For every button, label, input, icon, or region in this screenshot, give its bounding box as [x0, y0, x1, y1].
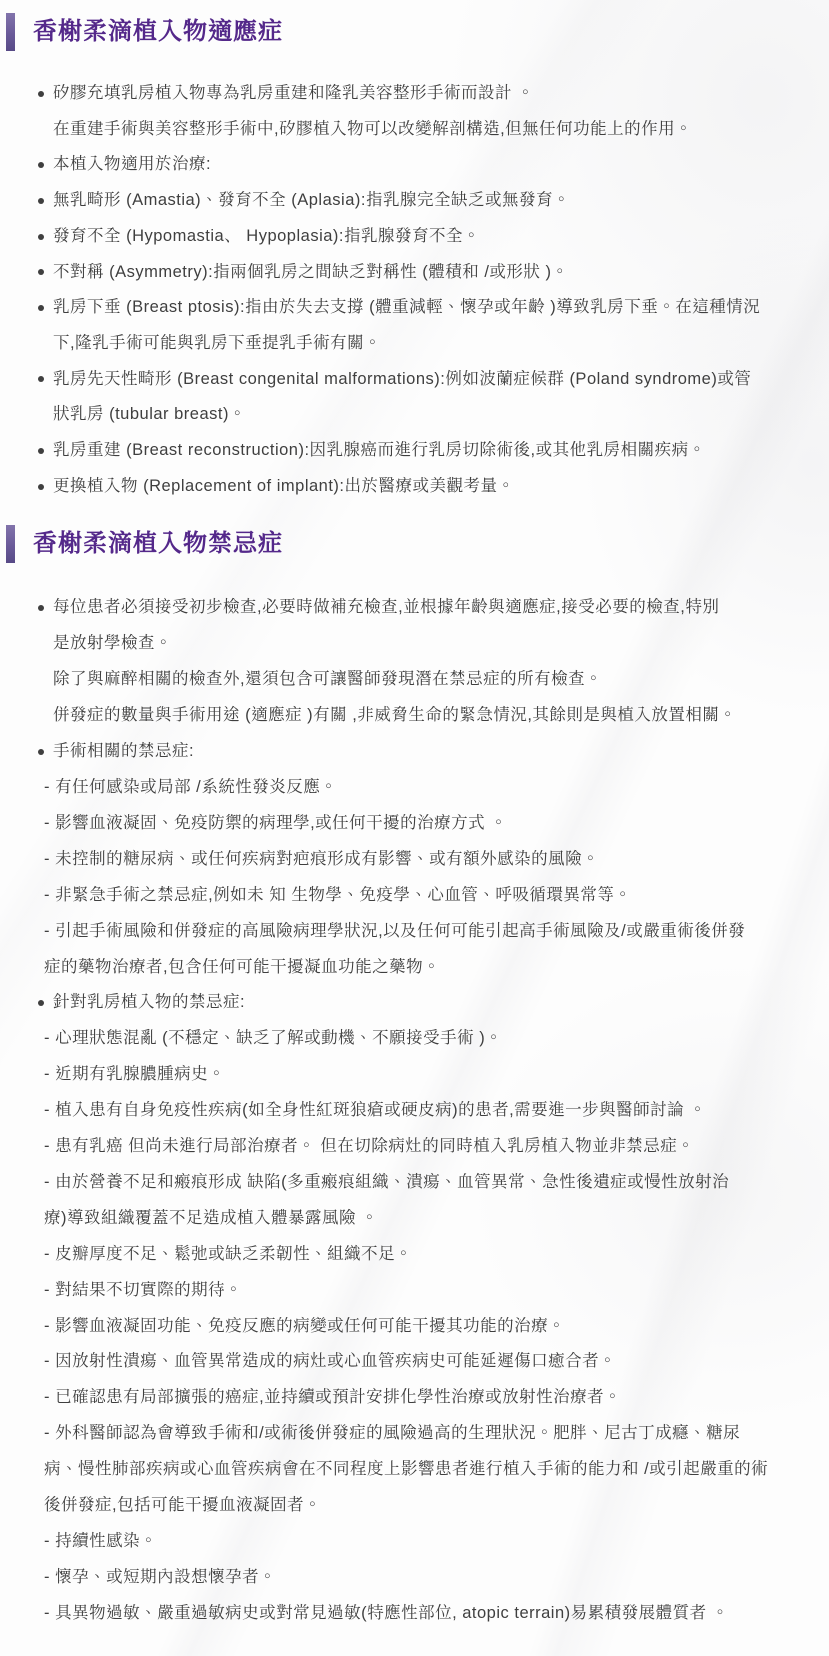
item-text: - 非緊急手術之禁忌症,例如未 知 生物學、免疫學、心血管、呼吸循環異常等。 — [44, 885, 632, 904]
item-list — [0, 590, 829, 1631]
item-line — [0, 806, 829, 842]
item-text: - 近期有乳腺膿腫病史。 — [44, 1065, 226, 1084]
bullet-dot-icon — [38, 376, 44, 382]
item-line — [0, 842, 829, 878]
item-line — [0, 290, 829, 326]
dash-item — [0, 1129, 829, 1165]
item-line — [0, 878, 829, 914]
dash-item — [0, 1057, 829, 1093]
item-line — [0, 1452, 829, 1488]
item-text: 狀乳房 (tubular breast)。 — [53, 405, 246, 424]
item-list — [0, 76, 829, 504]
item-text: - 未控制的糖尿病、或任何疾病對疤痕形成有影響、或有額外感染的風險。 — [44, 849, 600, 868]
item-line — [0, 985, 829, 1021]
item-text: 下,隆乳手術可能與乳房下垂提乳手術有關。 — [53, 333, 382, 352]
item-text: - 持續性感染。 — [44, 1532, 158, 1550]
bullet-item — [0, 147, 829, 183]
bullet-dot-icon — [38, 91, 44, 97]
item-text: - 因放射性潰瘍、血管異常造成的病灶或心血管疾病史可能延遲傷口癒合者。 — [44, 1352, 617, 1371]
item-text: 症的藥物治療者,包含任何可能干擾凝血功能之藥物。 — [44, 957, 441, 976]
bullet-item — [0, 255, 829, 291]
sections — [0, 12, 829, 1632]
section-heading: 香榭柔滴植入物適應症 — [33, 18, 283, 45]
item-line — [0, 362, 829, 398]
bullet-item — [0, 183, 829, 219]
bullet-item — [0, 734, 829, 770]
dash-item — [0, 1021, 829, 1057]
dash-item — [0, 1165, 829, 1237]
item-line — [0, 1021, 829, 1057]
item-line — [0, 1309, 829, 1345]
item-text: 手術相關的禁忌症: — [53, 742, 195, 761]
item-line — [0, 112, 829, 148]
item-line — [0, 1380, 829, 1416]
item-line — [0, 183, 829, 219]
item-line — [0, 626, 829, 662]
item-line — [0, 147, 829, 183]
item-text: 病、慢性肺部疾病或心血管疾病會在不同程度上影響患者進行植入手術的能力和 /或引起嚴重的術 — [44, 1460, 769, 1479]
item-line — [0, 770, 829, 806]
item-line — [0, 1237, 829, 1273]
item-line — [0, 1488, 829, 1524]
dash-item — [0, 914, 829, 986]
bullet-dot-icon — [38, 484, 44, 490]
dash-item — [0, 1344, 829, 1380]
dash-item — [0, 1560, 829, 1596]
bullet-dot-icon — [38, 1000, 44, 1006]
item-line — [0, 1093, 829, 1129]
item-text: - 外科醫師認為會導致手術和/或術後併發症的風險過高的生理狀況。肥胖、尼古丁成癮、糖尿 — [44, 1424, 741, 1443]
bullet-item — [0, 76, 829, 147]
item-line — [0, 914, 829, 950]
item-line — [0, 662, 829, 698]
item-text: - 有任何感染或局部 /系統性發炎反應。 — [44, 777, 338, 796]
bullet-item — [0, 590, 829, 734]
item-text: 是放射學檢查。 — [53, 634, 172, 653]
section-heading-row — [6, 12, 829, 52]
item-text: - 對結果不切實際的期待。 — [44, 1280, 243, 1299]
item-text: 矽膠充填乳房植入物專為乳房重建和隆乳美容整形手術而設計 。 — [53, 84, 535, 102]
section — [0, 524, 829, 1631]
dash-item — [0, 842, 829, 878]
item-text: - 患有乳癌 但尚未進行局部治療者。 但在切除病灶的同時植入乳房植入物並非禁忌症。 — [44, 1137, 695, 1156]
item-text: 乳房重建 (Breast reconstruction):因乳腺癌而進行乳房切除術後,或其他乳房相關疾病。 — [53, 441, 706, 460]
dash-item — [0, 1237, 829, 1273]
heading-accent-bar-icon — [6, 525, 15, 563]
item-text: - 影響血液凝固、免疫防禦的病理學,或任何干擾的治療方式 。 — [44, 813, 508, 832]
bullet-dot-icon — [38, 269, 44, 275]
bullet-dot-icon — [38, 749, 44, 755]
item-text: - 已確認患有局部擴張的癌症,並持續或預計安排化學性治療或放射性治療者。 — [44, 1388, 622, 1407]
item-line — [0, 433, 829, 469]
bullet-item — [0, 433, 829, 469]
bullet-dot-icon — [38, 162, 44, 168]
item-line — [0, 1344, 829, 1380]
item-text: 療)導致組織覆蓋不足造成植入體暴露風險 。 — [44, 1208, 379, 1227]
item-line — [0, 1416, 829, 1452]
dash-item — [0, 1093, 829, 1129]
item-line — [0, 219, 829, 255]
dash-item — [0, 1416, 829, 1524]
item-text: - 心理狀態混亂 (不穩定、缺乏了解或動機、不願接受手術 )。 — [44, 1029, 503, 1048]
bullet-item — [0, 219, 829, 255]
bullet-item — [0, 469, 829, 505]
item-line — [0, 1201, 829, 1237]
document-page — [0, 12, 829, 1656]
item-text: - 引起手術風險和併發症的高風險病理學狀況,以及任何可能引起高手術風險及/或嚴重術後併發 — [44, 921, 746, 940]
dash-item — [0, 1273, 829, 1309]
item-line — [0, 1596, 829, 1632]
item-text: - 皮瓣厚度不足、鬆弛或缺乏柔韌性、組織不足。 — [44, 1244, 413, 1263]
bullet-item — [0, 362, 829, 433]
item-text: 每位患者必須接受初步檢查,必要時做補充檢查,並根據年齡與適應症,接受必要的檢查,特別 — [53, 598, 720, 617]
item-line — [0, 255, 829, 291]
section-heading-row — [6, 524, 829, 564]
item-text: 更換植入物 (Replacement of implant):出於醫療或美觀考量。 — [53, 476, 515, 495]
item-line — [0, 1524, 829, 1560]
item-text: - 影響血液凝固功能、免疫反應的病變或任何可能干擾其功能的治療。 — [44, 1316, 566, 1335]
heading-accent-bar-icon — [6, 13, 15, 51]
item-line — [0, 950, 829, 986]
item-text: - 由於營養不足和瘢痕形成 缺陷(多重瘢痕組織、潰瘍、血管異常、急性後遺症或慢性放射治 — [44, 1172, 730, 1191]
item-line — [0, 397, 829, 433]
item-text: 乳房下垂 (Breast ptosis):指由於失去支撐 (體重減輕、懷孕或年齡 )導致乳房下垂。在這種情況 — [53, 298, 761, 317]
bullet-dot-icon — [38, 234, 44, 240]
bullet-dot-icon — [38, 198, 44, 204]
item-text: - 具異物過敏、嚴重過敏病史或對常見過敏(特應性部位, atopic terrain)易累積發展體質者 。 — [44, 1603, 729, 1622]
item-line — [0, 76, 829, 112]
bullet-item — [0, 290, 829, 361]
dash-item — [0, 1524, 829, 1560]
section — [0, 12, 829, 504]
item-text: 發育不全 (Hypomastia、 Hypoplasia):指乳腺發育不全。 — [53, 226, 480, 245]
item-text: 除了與麻醉相關的檢查外,還須包含可讓醫師發現潛在禁忌症的所有檢查。 — [53, 670, 603, 689]
dash-item — [0, 806, 829, 842]
item-text: 後併發症,包括可能干擾血液凝固者。 — [44, 1496, 322, 1515]
item-text: 不對稱 (Asymmetry):指兩個乳房之間缺乏對稱性 (體積和 /或形狀 )。 — [53, 262, 569, 281]
dash-item — [0, 1596, 829, 1632]
item-text: 無乳畸形 (Amastia)、發育不全 (Aplasia):指乳腺完全缺乏或無發育。 — [53, 191, 570, 210]
item-line — [0, 734, 829, 770]
dash-item — [0, 878, 829, 914]
item-text: - 懷孕、或短期內設想懷孕者。 — [44, 1567, 277, 1586]
item-line — [0, 1273, 829, 1309]
section-heading: 香榭柔滴植入物禁忌症 — [33, 530, 283, 558]
bullet-dot-icon — [38, 305, 44, 311]
bullet-dot-icon — [38, 448, 44, 454]
item-line — [0, 1057, 829, 1093]
item-line — [0, 469, 829, 505]
item-text: 併發症的數量與手術用途 (適應症 )有關 ,非威脅生命的緊急情況,其餘則是與植入放置相關。 — [53, 706, 737, 725]
item-line — [0, 1129, 829, 1165]
item-line — [0, 1560, 829, 1596]
dash-item — [0, 1309, 829, 1345]
bullet-item — [0, 985, 829, 1021]
item-line — [0, 326, 829, 362]
item-line — [0, 1165, 829, 1201]
item-text: - 植入患有自身免疫性疾病(如全身性紅斑狼瘡或硬皮病)的患者,需要進一步與醫師討論 。 — [44, 1101, 707, 1120]
item-text: 本植入物適用於治療: — [53, 155, 212, 174]
dash-item — [0, 770, 829, 806]
item-text: 針對乳房植入物的禁忌症: — [53, 993, 246, 1012]
item-text: 乳房先天性畸形 (Breast congenital malformations):例如波蘭症候群 (Poland syndrome)或管 — [53, 369, 752, 388]
dash-item — [0, 1380, 829, 1416]
item-line — [0, 698, 829, 734]
item-line — [0, 590, 829, 626]
item-text: 在重建手術與美容整形手術中,矽膠植入物可以改變解剖構造,但無任何功能上的作用。 — [53, 119, 693, 138]
bullet-dot-icon — [38, 605, 44, 611]
